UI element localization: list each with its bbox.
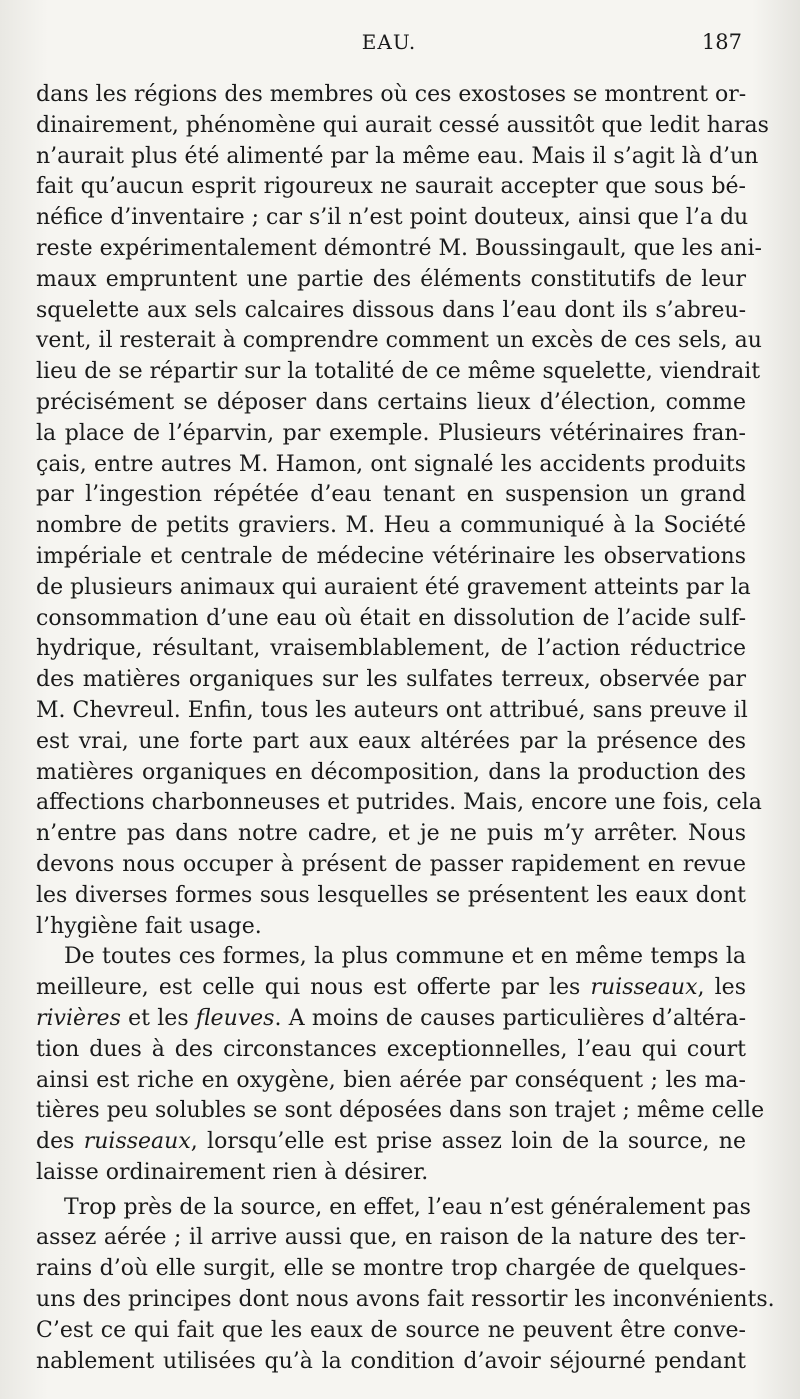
text-line: ainsi est riche en oxygène, bien aérée par conséquent ; les ma- [36,1067,746,1093]
text-line: assez aérée ; il arrive aussi que, en raison de la nature des ter- [36,1225,746,1251]
text-line: nombre de petits graviers. M. Heu a communiqué à la Société [36,513,746,539]
text-line: rivières et les fleuves. A moins de causes particulières d’altéra- [36,1005,747,1031]
text-line: C’est ce qui fait que les eaux de source ne peuvent être conve- [36,1317,746,1343]
text-line: meilleure, est celle qui nous est offerte par les ruisseaux, les [36,975,746,1001]
text-line: dans les régions des membres où ces exostoses se montrent or- [36,82,747,107]
text-line: vent, il resterait à comprendre comment un excès de ces sels, au [36,328,762,354]
text-line: des matières organiques sur les sulfates terreux, observée par [36,667,746,693]
running-title: EAU. [361,30,417,54]
text-line: l’hygiène fait usage. [36,913,262,939]
text-line: matières organiques en décomposition, dans la production des [36,759,746,785]
text-line: lieu de se répartir sur la totalité de ce même squelette, viendrait [36,359,761,385]
text-line: squelette aux sels calcaires dissous dans l’eau dont ils s’abreu- [36,297,746,323]
text-line: la place de l’éparvin, par exemple. Plusieurs vétérinaires fran- [36,420,746,446]
text-line: les diverses formes sous lesquelles se présentent les eaux dont [36,882,746,908]
text-line: est vrai, une forte part aux eaux altérées par la présence des [36,728,746,754]
text-line: Trop près de la source, en effet, l’eau n’est généralement pas [64,1194,751,1220]
text-line: fait qu’aucun esprit rigoureux ne saurait accepter que sous bé- [36,174,746,200]
text-line: devons nous occuper à présent de passer rapidement en revue [36,851,746,877]
text-line: dinairement, phénomène qui aurait cessé aussitôt que ledit haras [36,112,769,138]
text-line: uns des principes dont nous avons fait ressortir les inconvénients. [36,1287,775,1313]
paragraph-3 [36,1193,775,1378]
text-line: M. Chevreul. Enfin, tous les auteurs ont attribué, sans preuve il [36,697,748,723]
text-line: de plusieurs animaux qui auraient été gravement atteints par la [36,574,751,600]
text-line: n’aurait plus été alimenté par la même eau. Mais il s’agit là d’un [36,143,759,169]
text-line: par l’ingestion répétée d’eau tenant en suspension un grand [36,482,746,508]
text-line: consommation d’une eau où était en dissolution de l’acide sulf- [36,605,746,631]
paragraph-1 [36,80,769,942]
text-line: tion dues à des circonstances exceptionnelles, l’eau qui court [36,1036,746,1062]
text-line: n’entre pas dans notre cadre, et je ne puis m’y arrêter. Nous [36,821,746,847]
text-line: des ruisseaux, lorsqu’elle est prise assez loin de la source, ne [36,1129,746,1155]
page-header [36,30,742,62]
text-line: hydrique, résultant, vraisemblablement, de l’action réductrice [36,636,746,662]
text-line: reste expérimentalement démontré M. Boussingault, que les ani- [36,235,762,261]
text-line: précisément se déposer dans certains lieux d’élection, comme [36,389,746,415]
paragraph-2 [36,942,765,1188]
text-line: laisse ordinairement rien à désirer. [36,1159,429,1185]
text-line: çais, entre autres M. Hamon, ont signalé les accidents produits [36,451,746,477]
text-line: tières peu solubles se sont déposées dans son trajet ; même celle [36,1098,765,1124]
page-number: 187 [701,30,742,54]
text-line: rains d’où elle surgit, elle se montre trop chargée de quelques- [36,1256,746,1282]
text-line: nablement utilisées qu’à la condition d’avoir séjourné pendant [36,1348,746,1374]
text-line: impériale et centrale de médecine vétérinaire les observations [36,543,746,569]
text-line: maux empruntent une partie des éléments constitutifs de leur [36,266,746,292]
text-line: affections charbonneuses et putrides. Mais, encore une fois, cela [36,790,762,816]
text-line: néfice d’inventaire ; car s’il n’est point douteux, ainsi que l’a du [36,205,749,231]
text-line: De toutes ces formes, la plus commune et en même temps la [64,944,746,970]
body-text [36,80,775,1377]
